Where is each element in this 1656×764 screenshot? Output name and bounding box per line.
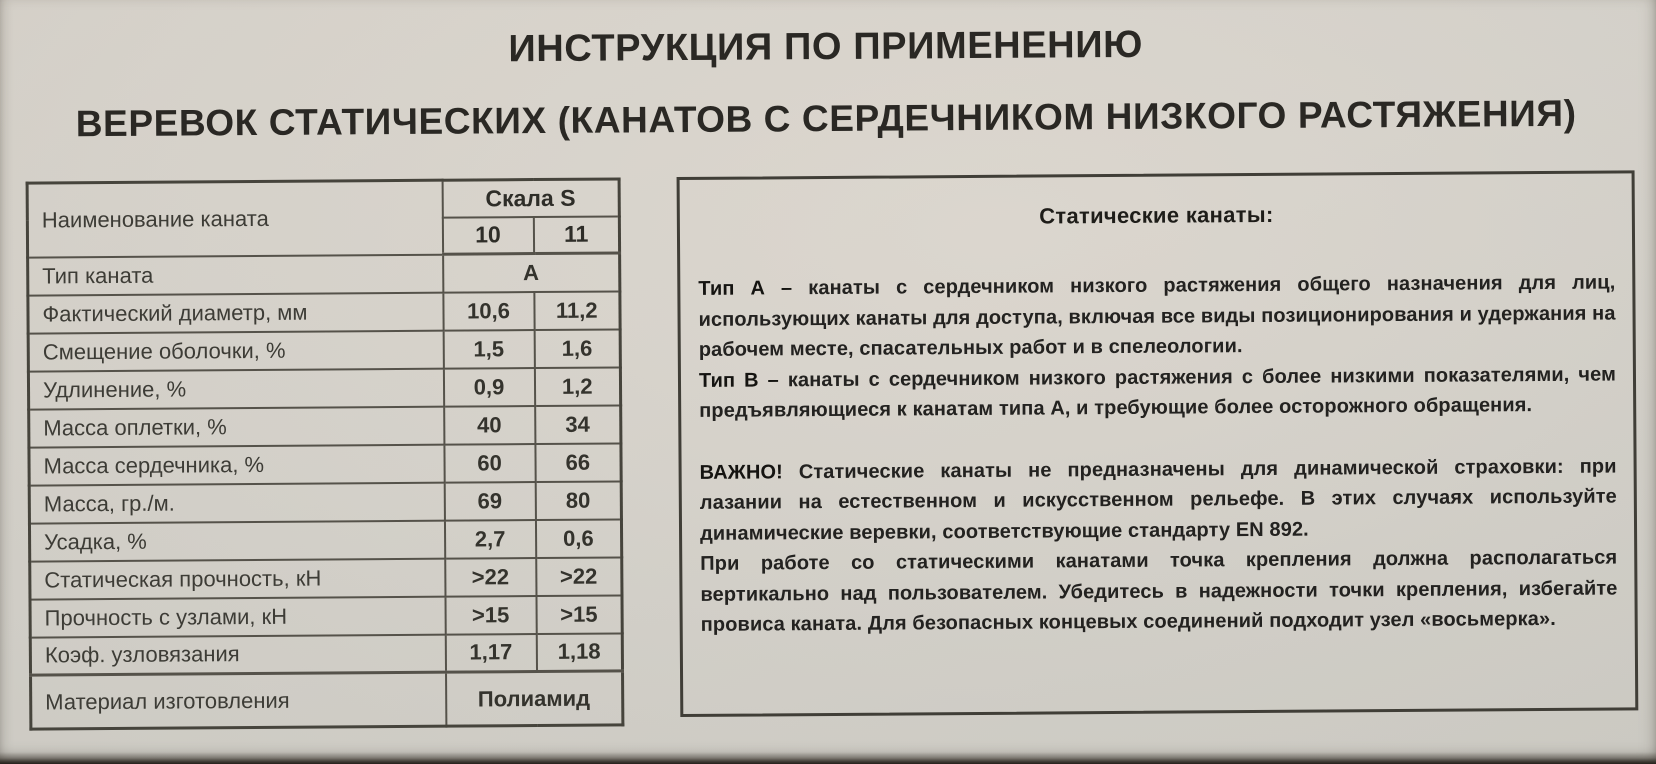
row-label: Масса оплетки, %	[29, 406, 444, 447]
paragraph-text: канаты с сердечником низкого растяжения с более низкими показателями, чем предъявляющиеся к канатам типа А, и требующие более осторожного обращения.	[699, 362, 1617, 422]
row-label: Масса, гр./м.	[29, 482, 444, 523]
row-value-11: 0,6	[535, 519, 621, 558]
row-value-10: 0,9	[443, 368, 534, 407]
static-ropes-info-box	[677, 170, 1639, 717]
paragraph-text: При работе со статическими канатами точка крепления должна располагаться вертикально над пользователем. Убедитесь в надежности точки крепления, избегайте провиса каната. Для безопасных концевых соединений подходит узел «восьмерка».	[700, 546, 1618, 636]
row-value-11: 66	[535, 443, 621, 482]
table-row-knot-coefficient	[30, 633, 622, 675]
row-value-11: >22	[536, 557, 622, 596]
table-row-sheath-mass	[29, 405, 621, 447]
row-value-11: 1,2	[534, 367, 620, 406]
paragraph-lead: ВАЖНО!	[699, 460, 783, 484]
row-value-10: 1,5	[443, 330, 534, 369]
row-value-10: 40	[444, 406, 535, 445]
paragraph-text: канаты с сердечником низкого растяжения общего назначения для лиц, использующих канаты для доступа, включая все виды позиционирования и удержания на рабочем месте, спасательных работ и в спелеологии.	[698, 271, 1616, 361]
size-header-11: 11	[533, 216, 619, 254]
row-value-11: 80	[535, 481, 621, 520]
row-value-10: >15	[445, 596, 536, 635]
table-row-elongation	[28, 367, 620, 409]
row-value-10: 60	[444, 444, 535, 483]
size-header-10: 10	[442, 217, 533, 255]
row-label: Тип каната	[28, 254, 443, 295]
paragraph-type-b	[699, 359, 1616, 426]
info-box-heading: Статические канаты:	[1039, 201, 1274, 229]
row-value-11: 11,2	[534, 291, 620, 330]
row-value-11: >15	[536, 595, 622, 634]
row-value-10: 10,6	[443, 292, 534, 331]
row-value-11: 1,6	[534, 329, 620, 368]
row-value-10: 69	[444, 482, 535, 521]
row-value-10: >22	[445, 558, 536, 597]
paragraph-lead: Тип А –	[698, 277, 793, 300]
paragraph-lead: Тип В –	[698, 368, 779, 392]
row-label: Масса сердечника, %	[29, 444, 444, 485]
doc-title-line2: ВЕРЕВОК СТАТИЧЕСКИХ (КАНАТОВ С СЕРДЕЧНИКОМ НИЗКОГО РАСТЯЖЕНИЯ)	[75, 92, 1577, 145]
row-label: Усадка, %	[29, 520, 444, 561]
row-value-10: 1,17	[445, 634, 536, 673]
paragraph-type-a	[698, 268, 1616, 366]
paragraph-important	[700, 451, 1618, 549]
row-label: Удлинение, %	[28, 368, 443, 409]
row-value-11: 34	[535, 405, 621, 444]
table-row-knotted-strength	[30, 595, 622, 637]
row-label: Смещение оболочки, %	[28, 330, 443, 371]
row-span-value: А	[443, 253, 620, 292]
table-row-rope-type	[28, 253, 620, 295]
row-label: Статическая прочность, кН	[30, 558, 445, 599]
table-row-material	[31, 671, 623, 729]
row-label: Фактический диаметр, мм	[28, 292, 443, 333]
table-header-row-brand	[27, 179, 619, 220]
row-value-11: 1,18	[536, 633, 622, 672]
table-row-sheath-slippage	[28, 329, 620, 371]
paragraph-anchor-point	[700, 542, 1618, 640]
table-row-mass-per-meter	[29, 481, 621, 523]
paragraph-text: Статические канаты не предназначены для динамической страховки: при лазании на естественном и искусственном рельефе. В этих случаях используйте динамические веревки, соответствующие стандарту EN 892.	[699, 454, 1617, 545]
table-row-static-strength	[30, 557, 622, 599]
rope-name-header: Наименование каната	[27, 180, 443, 257]
table-row-diameter	[28, 291, 620, 333]
table-row-core-mass	[29, 443, 621, 485]
row-label: Коэф. узловязания	[30, 634, 445, 675]
row-span-value: Полиамид	[446, 671, 623, 726]
row-value-10: 2,7	[444, 520, 535, 559]
brand-header: Скала S	[442, 179, 619, 217]
row-label: Прочность с узлами, кН	[30, 596, 445, 637]
rope-spec-table	[26, 177, 625, 730]
row-label: Материал изготовления	[31, 672, 446, 729]
table-row-shrinkage	[29, 519, 621, 561]
doc-title-line1: ИНСТРУКЦИЯ ПО ПРИМЕНЕНИЮ	[508, 23, 1144, 71]
